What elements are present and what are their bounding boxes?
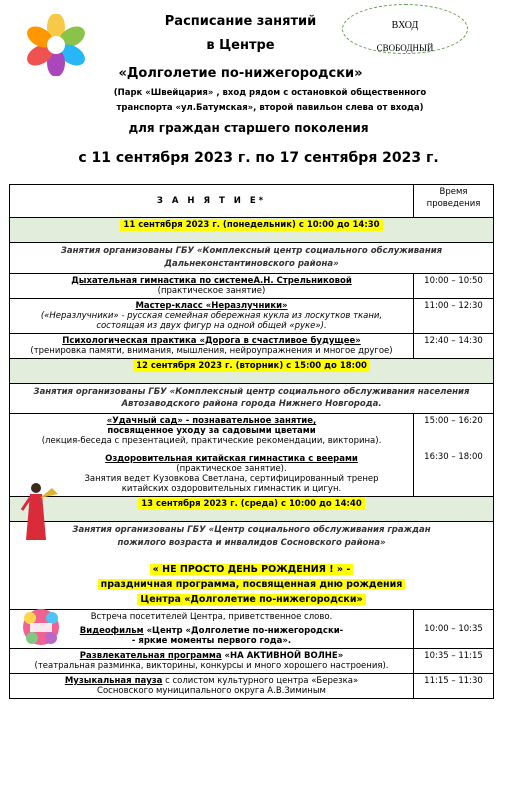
activity-time: 11:00 – 12:30	[414, 298, 494, 333]
org-line: Занятия организованы ГБУ «Комплексный центр социального обслуживания населения	[33, 386, 470, 397]
title-line1: Расписание занятий	[164, 14, 317, 29]
table-row	[10, 333, 494, 358]
activity-time: 12:40 – 14:30	[414, 333, 494, 358]
activity-desc: китайских оздоровительных гимнастик и цигун.	[121, 484, 342, 494]
activity-title: Оздоровительная китайская гимнастика с веерами	[105, 454, 358, 464]
activity-desc: Сосновского муниципального округа А.В.Зиминым	[97, 686, 326, 697]
col-time-line2: проведения	[426, 198, 481, 209]
activity-times	[414, 414, 494, 497]
activity-desc: (театральная разминка, викторины, конкурсы и много хорошего настроения).	[34, 661, 389, 672]
activity-desc: Занятия ведет Кузовкова Светлана, сертифицированный тренер	[84, 474, 379, 484]
activity-desc: (лекция-беседа с презентацией, практические рекомендации, викторина).	[41, 436, 382, 446]
col-time-line1: Время	[439, 187, 468, 197]
activity-time: 11:15 – 11:30	[414, 674, 494, 699]
activity-desc: - яркие моменты первого года».	[131, 636, 292, 647]
col-activity-header: З А Н Я Т И Е*	[10, 185, 414, 218]
activity-time: 15:00 – 16:20	[424, 416, 483, 426]
period: с 11 сентября 2023 г. по 17 сентября 2023 г.	[78, 150, 439, 166]
activity-time: 10:00 – 10:50	[414, 273, 494, 298]
schedule-table	[9, 184, 494, 699]
day-header	[10, 218, 494, 243]
woman-with-fan-icon	[18, 480, 60, 542]
activity-desc: (практическое занятие)	[157, 285, 266, 296]
birthday-balloon-icon	[20, 606, 62, 648]
activity-title: Развлекательная программа	[79, 651, 222, 662]
activity-title: Видеофильм	[79, 626, 144, 637]
table-row	[10, 273, 494, 298]
org-line: Дальнеконстантиновского района»	[164, 258, 339, 269]
activity-title: «Удачный сад» - познавательное занятие,	[106, 416, 317, 426]
event-title: « НЕ ПРОСТО ДЕНЬ РОЖДЕНИЯ ! » -	[150, 564, 354, 575]
org-line: Занятия организованы ГБУ «Центр социального обслуживания граждан	[72, 525, 431, 535]
org-row	[10, 243, 494, 274]
table-row	[10, 674, 494, 699]
activity-title-cont: посвященное уходу за садовыми цветами	[107, 426, 316, 436]
day-title: 11 сентября 2023 г. (понедельник) с 10:00 до 14:30	[120, 219, 382, 231]
activity-title-rest: «Центр «Долголетие по-нижегородски-	[143, 626, 344, 637]
activity-desc: (практическое занятие).	[176, 464, 287, 474]
activity-title-rest: «НА АКТИВНОЙ ВОЛНЕ»	[221, 651, 344, 662]
table-row	[10, 649, 494, 674]
table-header	[10, 185, 494, 218]
activity-title: Дыхательная гимнастика по системеА.Н. Стрельниковой	[71, 275, 352, 286]
activity-desc: состоящая из двух фигур на одной общей «руке»).	[96, 320, 327, 331]
activity-title: Музыкальная пауза	[64, 676, 163, 687]
activity-title-rest: с солистом культурного центра «Березка»	[162, 676, 359, 687]
event-desc: праздничная программа, посвященная дню рождения	[98, 579, 406, 590]
address-line2: транспорта «ул.Батумская», второй павильон слева от входа)	[116, 103, 424, 113]
title-line3: «Долголетие по-нижегородски»	[118, 66, 363, 81]
org-line: Занятия организованы ГБУ «Комплексный центр социального обслуживания	[60, 246, 443, 256]
activity-time: 16:30 – 18:00	[424, 452, 483, 462]
table-row	[10, 610, 494, 649]
event-desc: Центра «Долголетие по-нижегородски»	[137, 594, 365, 605]
table-row	[10, 414, 494, 497]
table-row	[10, 298, 494, 333]
day-header	[10, 497, 494, 522]
org-row	[10, 522, 494, 610]
activity-pre: Встреча посетителей Центра, приветственное слово.	[90, 612, 333, 623]
stamp-line1: ВХОД	[391, 20, 419, 31]
activity-title: Мастер-класс «Неразлучники»	[135, 300, 288, 311]
col-time-header	[414, 185, 494, 218]
activity-desc: (тренировка памяти, внимания, мышления, нейроупражнения и многое другое)	[30, 345, 393, 356]
stamp-line2: СВОБОДНЫЙ	[376, 43, 434, 53]
day-title: 12 сентября 2023 г. (вторник) с 15:00 до 18:00	[133, 360, 370, 372]
title-line2: в Центре	[206, 38, 275, 53]
activity-time: 10:35 – 11:15	[414, 649, 494, 674]
activity-title: Психологическая практика «Дорога в счастливое будущее»	[62, 335, 361, 346]
day-title: 13 сентября 2023 г. (среда) с 10:00 до 14:40	[138, 498, 364, 510]
org-row	[10, 383, 494, 414]
activity-time: 10:00 – 10:35	[414, 610, 494, 649]
address-line1: (Парк «Швейцария» , вход рядом с остановкой общественного	[113, 88, 427, 98]
org-line: Автозаводского района города Нижнего Новгорода.	[121, 399, 382, 410]
day-header	[10, 358, 494, 383]
org-line: пожилого возраста и инвалидов Сосновского района»	[117, 537, 386, 548]
activity-desc: («Неразлучники» - русская семейная обережная кукла из лоскутков ткани,	[40, 310, 383, 321]
audience: для граждан старшего поколения	[128, 121, 369, 135]
